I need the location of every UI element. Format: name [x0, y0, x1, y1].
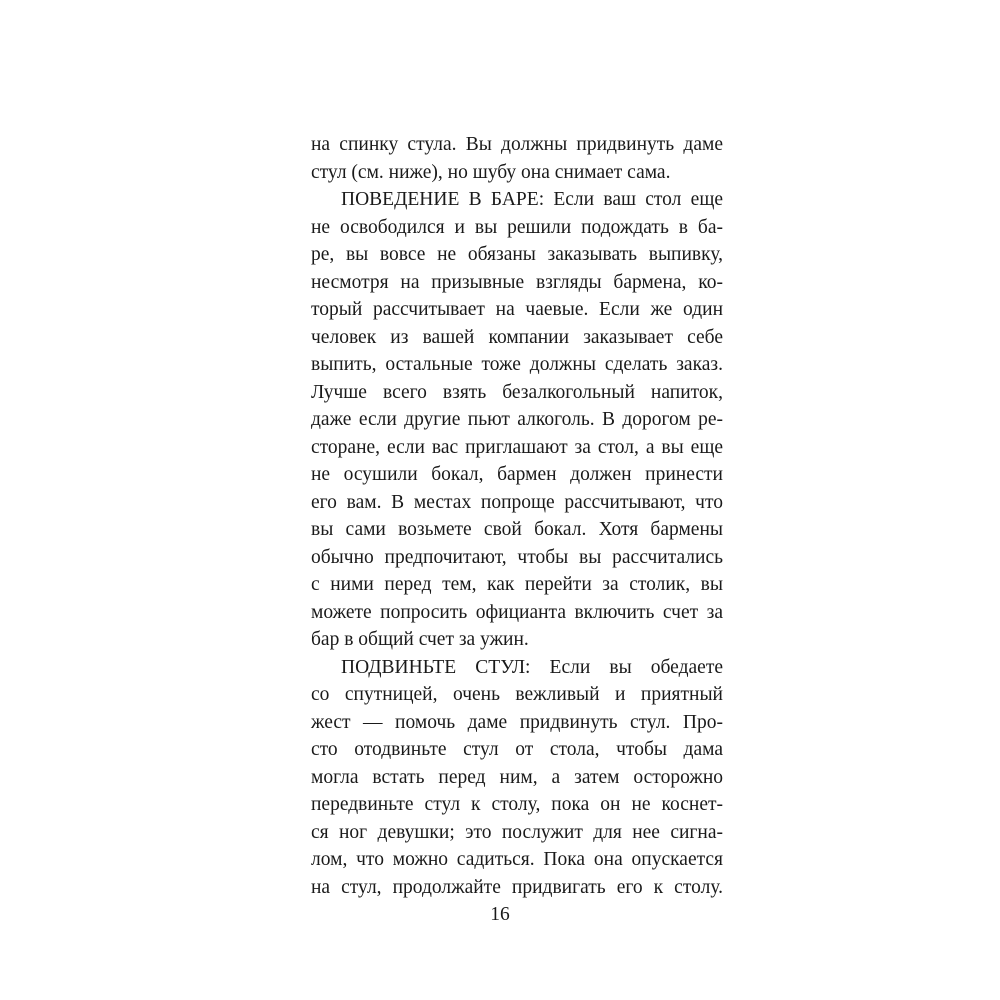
section-heading-line: ПОДВИНЬТЕ СТУЛ: Если вы обедаете: [341, 656, 723, 678]
text-line: даже если другие пьют алкоголь. В дорогом ре-: [311, 409, 723, 430]
text-line: можете попросить официанта включить счет за: [311, 601, 723, 623]
text-line: сто отодвиньте стул от стола, чтобы дама: [311, 739, 723, 760]
text-line: бар в общий счет за ужин.: [311, 629, 529, 650]
text-line: вы сами возьмете свой бокал. Хотя бармены: [311, 519, 723, 540]
text-line: выпить, остальные тоже должны сделать заказ.: [311, 354, 723, 375]
text-line: лом, что можно садиться. Пока она опускается: [311, 849, 723, 870]
text-line: стул (см. ниже), но шубу она снимает сама.: [311, 161, 671, 183]
text-line: передвиньте стул к столу, пока он не коснет-: [311, 794, 723, 815]
text-line: человек из вашей компании заказывает себе: [311, 326, 723, 348]
text-line: не осушили бокал, бармен должен принести: [311, 464, 723, 485]
text-line: ре, вы вовсе не обязаны заказывать выпивку,: [311, 244, 723, 265]
text-line: на спинку стула. Вы должны придвинуть даме: [311, 134, 723, 155]
body-text: [311, 131, 723, 901]
text-line: обычно предпочитают, чтобы вы рассчитались: [311, 546, 723, 568]
text-line: Лучше всего взять безалкогольный напиток,: [311, 381, 723, 403]
text-line: не освободился и вы решили подождать в ба-: [311, 216, 723, 238]
text-line: жест — помочь даме придвинуть стул. Про-: [311, 711, 723, 733]
text-line: на стул, продолжайте придвигать его к столу.: [311, 876, 723, 898]
text-line: сторане, если вас приглашают за стол, а вы еще: [311, 436, 723, 458]
text-line: с ними перед тем, как перейти за столик, вы: [311, 574, 723, 595]
text-line: ся ног девушки; это послужит для нее сигна-: [311, 821, 723, 843]
section-heading-line: ПОВЕДЕНИЕ В БАРЕ: Если ваш стол еще: [341, 189, 723, 210]
text-line: со спутницей, очень вежливый и приятный: [311, 684, 723, 705]
text-line: торый рассчитывает на чаевые. Если же один: [311, 299, 723, 320]
text-line: могла встать перед ним, а затем осторожно: [311, 766, 723, 788]
text-line: его вам. В местах попроще рассчитывают, что: [311, 491, 723, 513]
text-line: несмотря на призывные взгляды бармена, ко-: [311, 271, 723, 293]
page-number: 16: [490, 904, 510, 925]
